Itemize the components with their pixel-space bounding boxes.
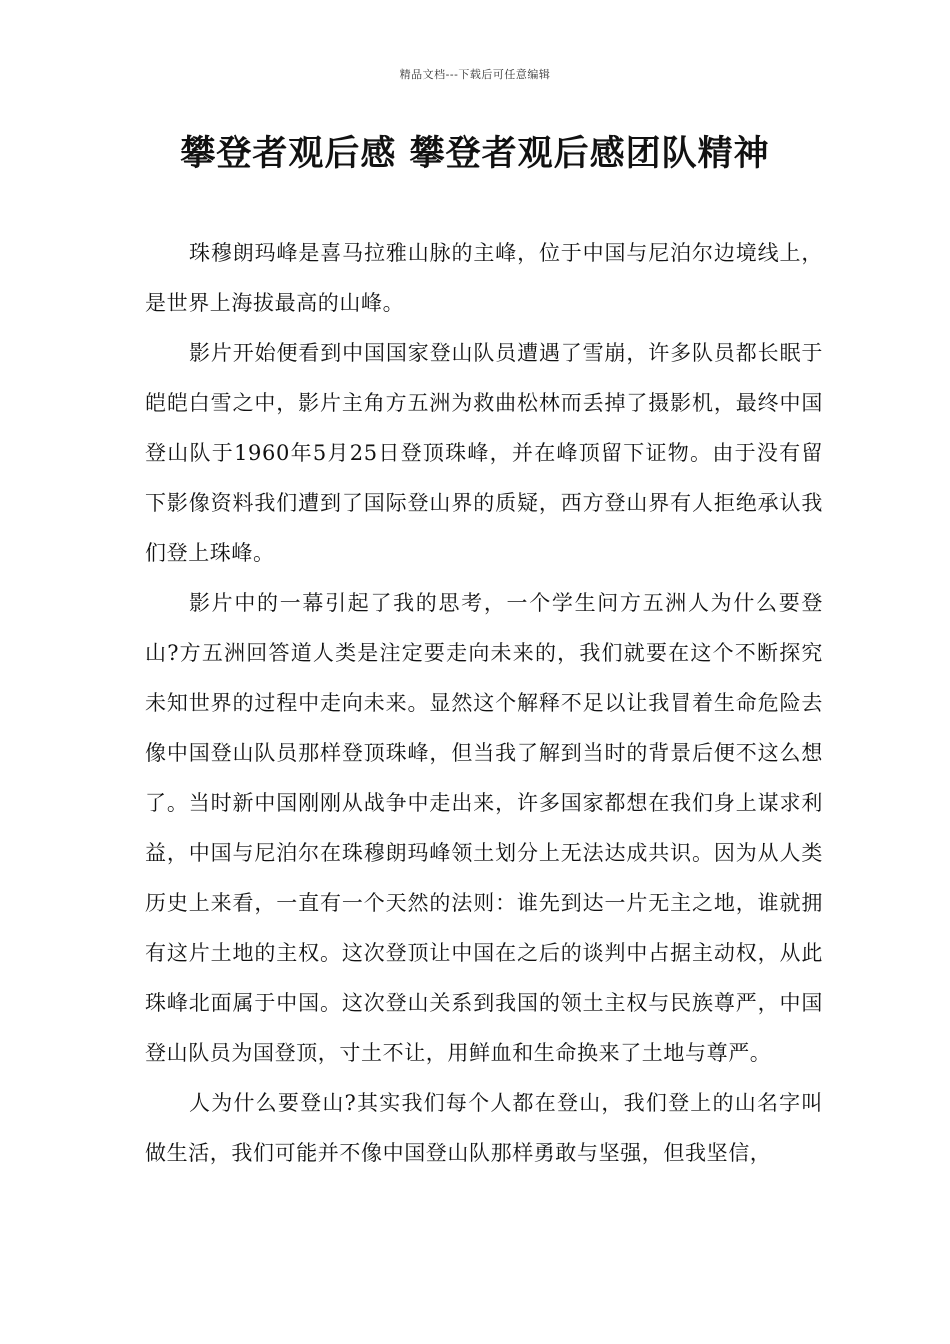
document-title: 攀登者观后感 攀登者观后感团队精神 xyxy=(180,134,770,174)
paragraph-1: 珠穆朗玛峰是喜马拉雅山脉的主峰，位于中国与尼泊尔边境线上，是世界上海拔最高的山峰。 xyxy=(145,241,823,315)
header-note: 精品文档---下载后可任意编辑 xyxy=(399,68,551,81)
paragraph-3: 影片中的一幕引起了我的思考，一个学生问方五洲人为什么要登山?方五洲回答道人类是注定要走向未来的，我们就要在这个不断探究未知世界的过程中走向未来。显然这个解释不足以让我冒着生命危险去像中国登山队员那样登顶珠峰，但当我了解到当时的背景后便不这么想了。当时新中国刚刚从战争中走出来，许多国家都想在我们身上谋求利益，中国与尼泊尔在珠穆朗玛峰领土划分上无法达成共识。因为从人类历史上来看，一直有一个天然的法则：谁先到达一片无主之地，谁就拥有这片土地的主权。这次登顶让中国在之后的谈判中占据主动权，从此珠峰北面属于中国。这次登山关系到我国的领土主权与民族尊严，中国登山队员为国登顶，寸土不让，用鲜血和生命换来了土地与尊严。 xyxy=(145,591,823,1065)
paragraph-2: 影片开始便看到中国国家登山队员遭遇了雪崩，许多队员都长眠于皑皑白雪之中，影片主角方五洲为救曲松林而丢掉了摄影机，最终中国登山队于1960年5月25日登顶珠峰，并在峰顶留下证物。由于没有留下影像资料我们遭到了国际登山界的质疑，西方登山界有人拒绝承认我们登上珠峰。 xyxy=(145,341,823,565)
document-body xyxy=(145,228,823,1178)
paragraph-4: 人为什么要登山?其实我们每个人都在登山，我们登上的山名字叫做生活，我们可能并不像中国登山队那样勇敢与坚强，但我坚信， xyxy=(145,1091,823,1165)
